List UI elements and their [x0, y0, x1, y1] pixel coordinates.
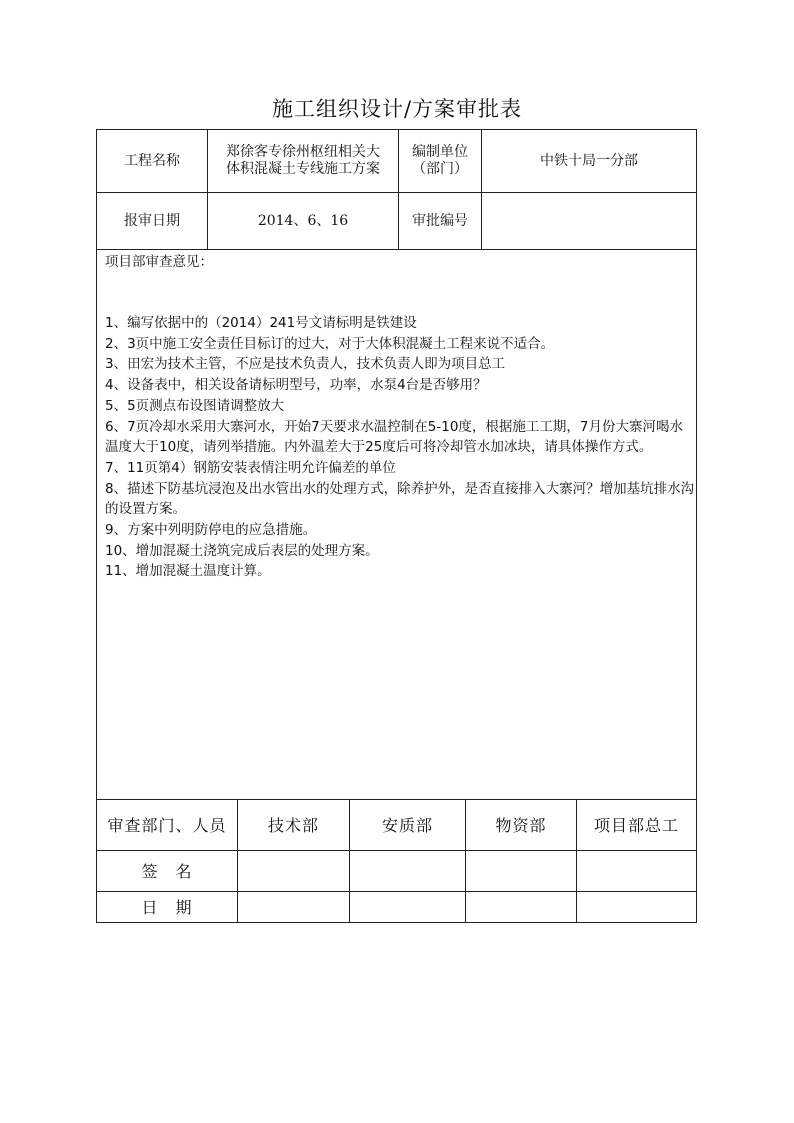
submit-date-value: 2014、6、16 [257, 212, 349, 229]
review-item: 2、3页中施工安全责任目标订的过大，对于大体积混凝土工程来说不适合。 [105, 335, 555, 352]
review-item: 11、增加混凝土温度计算。 [105, 563, 271, 580]
dept-materials: 物资部 [495, 815, 547, 835]
dept-safety-quality: 安质部 [381, 815, 433, 835]
dept-chief-engineer: 项目部总工 [593, 815, 679, 835]
signature-cell-safety-quality[interactable] [350, 851, 465, 891]
review-opinion-section [105, 252, 695, 582]
review-item: 1、编写依据中的（2014）241号文请标明是铁建设 [105, 315, 417, 331]
date-cell-chief-engineer[interactable] [577, 892, 696, 923]
review-item: 10、增加混凝土浇筑完成后表层的处理方案。 [105, 542, 379, 559]
date-cell-safety-quality[interactable] [350, 892, 465, 923]
signature-label: 签 名 [141, 861, 193, 881]
submit-date-label: 报审日期 [124, 212, 180, 229]
row-divider [97, 249, 696, 250]
date-cell-materials[interactable] [466, 892, 576, 923]
dept-technical: 技术部 [267, 815, 319, 835]
approval-no-label: 审批编号 [412, 212, 468, 229]
review-item: 8、描述下防基坑浸泡及出水管出水的处理方式，除养护外，是否直接排入大寨河？增加基坑排水沟的设置方案。 [105, 480, 695, 518]
signature-cell-technical[interactable] [238, 851, 349, 891]
review-item: 4、设备表中，相关设备请标明型号，功率，水泵4台是否够用？ [105, 377, 487, 394]
review-item: 5、5页测点布设图请调整放大 [105, 397, 285, 414]
sign-date-label: 日 期 [141, 898, 193, 917]
review-item: 3、田宏为技术主管，不应是技术负责人，技术负责人即为项目总工 [105, 356, 506, 373]
date-cell-technical[interactable] [238, 892, 349, 923]
document-title: 施工组织设计/方案审批表 [271, 97, 523, 121]
review-item: 9、方案中列明防停电的应急措施。 [105, 522, 317, 539]
review-item: 7、11页第4）钢筋安装表情注明允许偏差的单位 [105, 459, 396, 476]
project-name-value: 郑徐客专徐州枢纽相关大体积混凝土专线施工方案 [226, 144, 380, 177]
unit-value: 中铁十局一分部 [540, 152, 638, 169]
approval-form-table [96, 129, 697, 923]
reviewer-header-label: 审查部门、人员 [107, 815, 227, 835]
approval-no-value [482, 193, 696, 249]
signature-cell-materials[interactable] [466, 851, 576, 891]
project-name-label: 工程名称 [124, 152, 180, 169]
review-list [105, 313, 695, 582]
review-item: 6、7页冷却水采用大寨河水，开始7天要求水温控制在5-10度，根据施工工期，7月份大寨河喝水温度大于10度，请列举措施。内外温差大于25度后可将冷却管水加冰块，请具体操作方式。 [105, 418, 683, 456]
review-heading: 项目部审查意见： [105, 254, 213, 270]
unit-label: 编制单位（部门） [412, 144, 468, 177]
signature-cell-chief-engineer[interactable] [577, 851, 696, 891]
